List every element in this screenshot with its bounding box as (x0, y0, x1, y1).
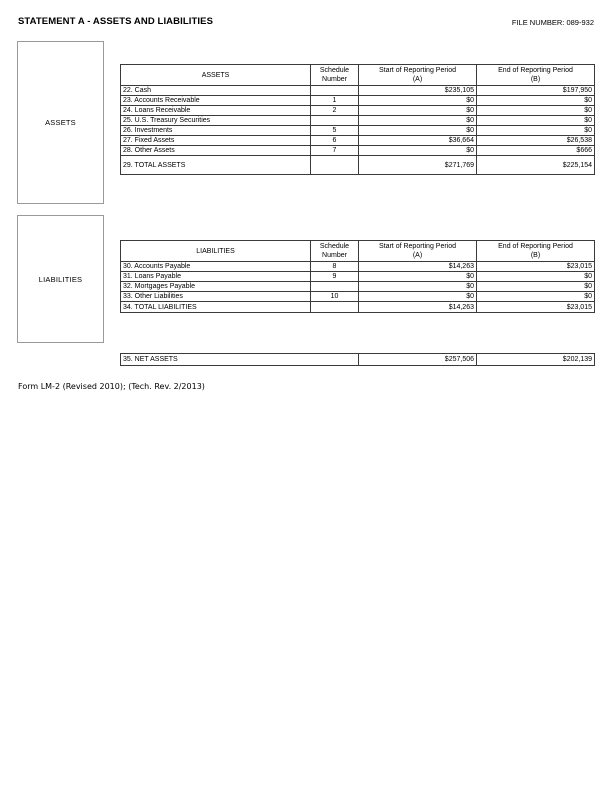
net-assets-table (120, 353, 595, 366)
total-end-amount: $225,154 (477, 156, 595, 175)
table-row (121, 96, 595, 106)
end-period-sub: (B) (530, 252, 541, 259)
assets-table (120, 64, 595, 175)
table-row (121, 126, 595, 136)
row-schedule (311, 86, 359, 96)
row-label: 25. U.S. Treasury Securities (121, 116, 311, 126)
row-end-amount: $197,950 (477, 86, 595, 96)
row-label: 26. Investments (121, 126, 311, 136)
start-period-label: Start of Reporting Period (378, 67, 457, 74)
schedule-col-header: Schedule Number (311, 241, 359, 262)
row-start-amount: $0 (359, 272, 477, 282)
total-start-amount: $14,263 (359, 302, 477, 313)
table-row (121, 136, 595, 146)
row-start-amount: $0 (359, 292, 477, 302)
assets-side-box (17, 41, 104, 204)
row-schedule: 5 (311, 126, 359, 136)
end-period-sub: (B) (530, 76, 541, 83)
row-schedule (311, 116, 359, 126)
total-label: 29. TOTAL ASSETS (121, 156, 311, 175)
row-end-amount: $0 (477, 116, 595, 126)
start-period-label: Start of Reporting Period (378, 243, 457, 250)
table-row (121, 282, 595, 292)
liabilities-col-header: LIABILITIES (121, 241, 311, 262)
row-label: 30. Accounts Payable (121, 262, 311, 272)
row-label: 32. Mortgages Payable (121, 282, 311, 292)
table-row (121, 272, 595, 282)
liabilities-header-row (121, 241, 595, 262)
total-start-amount: $271,769 (359, 156, 477, 175)
table-row (121, 146, 595, 156)
table-row (121, 292, 595, 302)
schedule-col-header: Schedule Number (311, 65, 359, 86)
row-start-amount: $0 (359, 146, 477, 156)
net-assets-end-amount: $202,139 (477, 354, 595, 366)
row-schedule: 2 (311, 106, 359, 116)
row-start-amount: $0 (359, 126, 477, 136)
end-period-col-header (477, 65, 595, 86)
liabilities-table (120, 240, 595, 313)
assets-side-label: ASSETS (45, 118, 76, 127)
row-label: 22. Cash (121, 86, 311, 96)
row-label: 23. Accounts Receivable (121, 96, 311, 106)
assets-col-header: ASSETS (121, 65, 311, 86)
row-label: 31. Loans Payable (121, 272, 311, 282)
start-period-sub: (A) (412, 252, 423, 259)
total-schedule (311, 156, 359, 175)
net-assets-label: 35. NET ASSETS (121, 354, 359, 366)
start-period-col-header (359, 241, 477, 262)
row-schedule: 6 (311, 136, 359, 146)
row-end-amount: $0 (477, 292, 595, 302)
row-label: 28. Other Assets (121, 146, 311, 156)
end-period-col-header (477, 241, 595, 262)
row-schedule: 7 (311, 146, 359, 156)
row-schedule: 9 (311, 272, 359, 282)
table-row (121, 86, 595, 96)
row-label: 27. Fixed Assets (121, 136, 311, 146)
row-start-amount: $0 (359, 116, 477, 126)
row-end-amount: $23,015 (477, 262, 595, 272)
end-period-label: End of Reporting Period (498, 67, 573, 74)
row-label: 33. Other Liabilities (121, 292, 311, 302)
row-start-amount: $14,263 (359, 262, 477, 272)
row-start-amount: $0 (359, 96, 477, 106)
file-number: FILE NUMBER: 089-932 (511, 18, 594, 27)
table-row (121, 106, 595, 116)
row-schedule: 1 (311, 96, 359, 106)
row-schedule (311, 282, 359, 292)
row-start-amount: $0 (359, 282, 477, 292)
row-start-amount: $36,664 (359, 136, 477, 146)
row-start-amount: $235,105 (359, 86, 477, 96)
total-schedule (311, 302, 359, 313)
start-period-col-header (359, 65, 477, 86)
row-end-amount: $26,538 (477, 136, 595, 146)
table-row (121, 116, 595, 126)
page-title: STATEMENT A - ASSETS AND LIABILITIES (18, 16, 214, 27)
liabilities-side-label: LIABILITIES (38, 274, 83, 284)
total-end-amount: $23,015 (477, 302, 595, 313)
liabilities-side-box (17, 215, 104, 343)
row-end-amount: $0 (477, 282, 595, 292)
net-assets-row (121, 354, 595, 366)
row-schedule: 10 (311, 292, 359, 302)
total-assets-row (121, 156, 595, 175)
row-end-amount: $0 (477, 126, 595, 136)
form-revision-note: Form LM-2 (Revised 2010); (Tech. Rev. 2/2013) (18, 382, 205, 391)
total-liabilities-row (121, 302, 595, 313)
row-end-amount: $666 (477, 146, 595, 156)
net-assets-start-amount: $257,506 (359, 354, 477, 366)
total-label: 34. TOTAL LIABILITIES (121, 302, 311, 313)
row-schedule: 8 (311, 262, 359, 272)
start-period-sub: (A) (412, 76, 423, 83)
row-end-amount: $0 (477, 272, 595, 282)
assets-header-row (121, 65, 595, 86)
end-period-label: End of Reporting Period (498, 243, 573, 250)
row-end-amount: $0 (477, 106, 595, 116)
row-label: 24. Loans Receivable (121, 106, 311, 116)
row-end-amount: $0 (477, 96, 595, 106)
row-start-amount: $0 (359, 106, 477, 116)
table-row (121, 262, 595, 272)
